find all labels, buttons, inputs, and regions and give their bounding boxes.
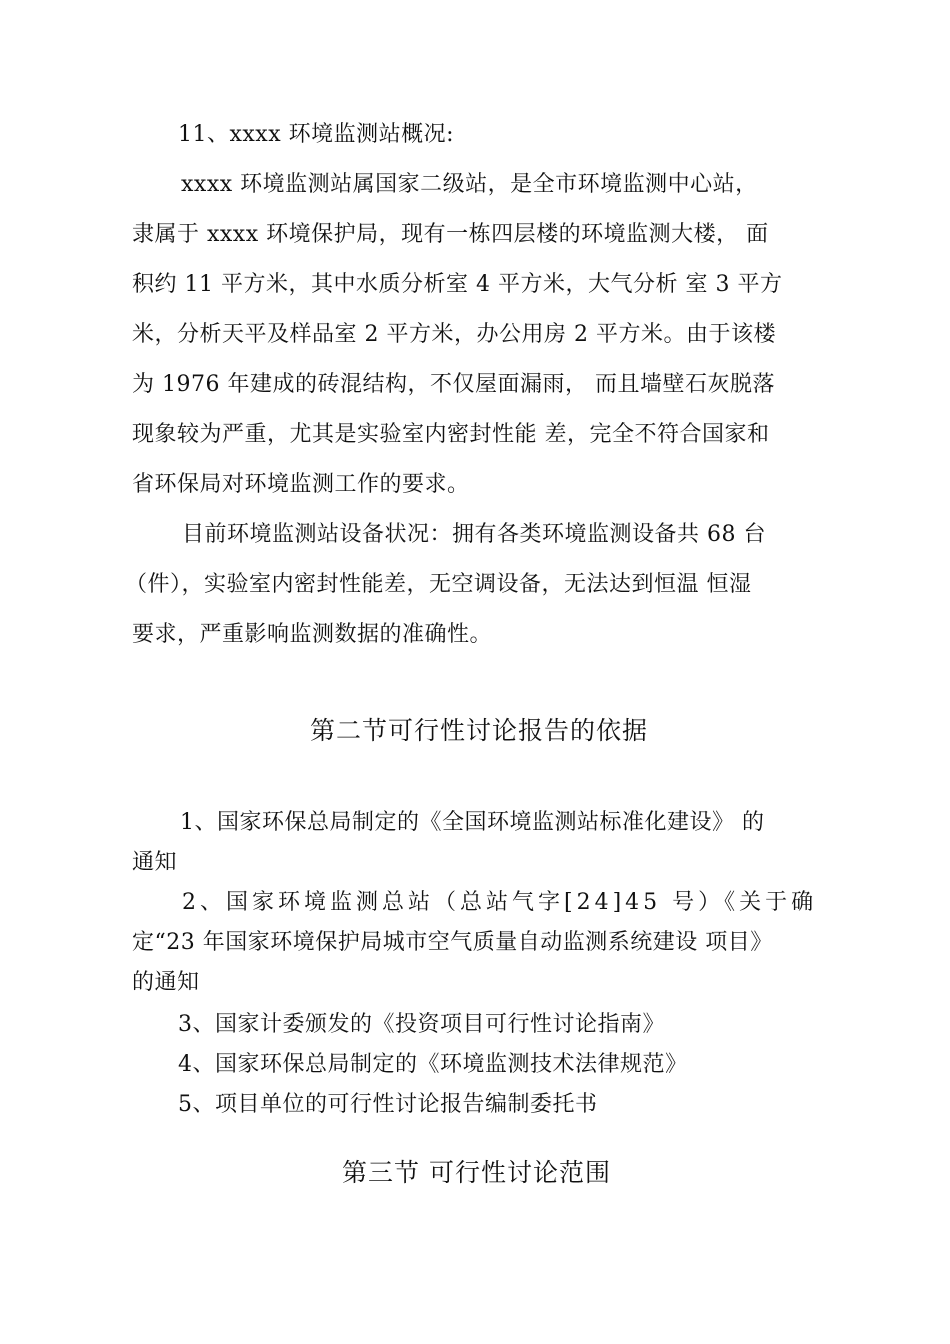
- paragraph-line: （件），实验室内密封性能差，无空调设备，无法达到恒温 恒湿: [125, 572, 752, 597]
- list-item: 通知: [132, 850, 178, 875]
- list-item: 4、国家环保总局制定的《环境监测技术法律规范》: [178, 1052, 688, 1077]
- section-heading: 第二节可行性讨论报告的依据: [310, 716, 649, 745]
- paragraph-line: 米，分析天平及样品室 2 平方米，办公用房 2 平方米。由于该楼: [132, 322, 776, 347]
- intro-title: 11、xxxx 环境监测站概况:: [178, 122, 455, 147]
- list-item: 3、国家计委颁发的《投资项目可行性讨论指南》: [178, 1012, 665, 1037]
- section-heading: 第三节 可行性讨论范围: [342, 1158, 611, 1187]
- list-item: 5、项目单位的可行性讨论报告编制委托书: [178, 1092, 598, 1117]
- list-item: 的通知: [132, 970, 200, 995]
- list-item: 1、国家环保总局制定的《全国环境监测站标准化建设》 的: [180, 810, 765, 835]
- paragraph-line: 为 1976 年建成的砖混结构，不仅屋面漏雨， 而且墙壁石灰脱落: [132, 372, 775, 397]
- paragraph-line: 省环保局对环境监测工作的要求。: [132, 472, 470, 497]
- paragraph-line: 目前环境监测站设备状况：拥有各类环境监测设备共 68 台: [182, 522, 766, 547]
- list-item: 2、国家环境监测总站（总站气字[24]45 号）《关于确: [182, 890, 818, 915]
- paragraph-line: 现象较为严重，尤其是实验室内密封性能 差，完全不符合国家和: [132, 422, 770, 447]
- paragraph-line: 积约 11 平方米，其中水质分析室 4 平方米，大气分析 室 3 平方: [132, 272, 783, 297]
- paragraph-line: 隶属于 xxxx 环境保护局，现有一栋四层楼的环境监测大楼， 面: [132, 222, 769, 247]
- list-item: 定“23 年国家环境保护局城市空气质量自动监测系统建设 项目》: [132, 930, 773, 955]
- paragraph-line: 要求，严重影响监测数据的准确性。: [132, 622, 493, 647]
- paragraph-line: xxxx 环境监测站属国家二级站，是全市环境监测中心站，: [181, 172, 758, 197]
